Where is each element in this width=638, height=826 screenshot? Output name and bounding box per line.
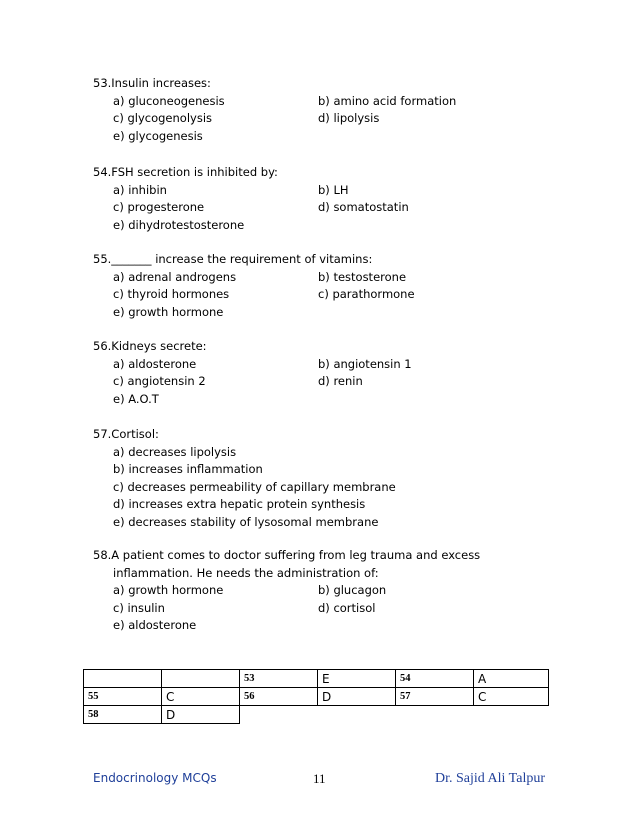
option: b) glucagon: [318, 583, 387, 597]
option: d) cortisol: [318, 600, 376, 615]
option-row: [113, 269, 415, 287]
question-57: [93, 426, 396, 531]
option: c) thyroid hormones: [113, 287, 230, 301]
question-number-cell: 56: [240, 688, 318, 706]
question-title: 55._______ increase the requirement of vitamins:: [93, 252, 373, 266]
question-number-cell: [84, 670, 162, 688]
question-58: [93, 547, 480, 635]
option: d) lipolysis: [318, 111, 380, 125]
empty-cell: [240, 706, 318, 724]
answer-cell: D: [318, 688, 396, 706]
option: c) decreases permeability of capillary membrane: [113, 479, 396, 494]
empty-cell: [396, 706, 474, 724]
question-number-cell: 55: [84, 688, 162, 706]
option-row: [113, 217, 409, 235]
option: e) growth hormone: [113, 304, 224, 319]
option: c) angiotensin 2: [113, 374, 206, 388]
option-row: [113, 199, 409, 217]
option-row: [113, 391, 412, 409]
option: e) dihydrotestosterone: [113, 217, 245, 232]
table-row: [84, 706, 549, 724]
empty-cell: [474, 706, 549, 724]
answer-cell: D: [162, 706, 240, 724]
option-row: [113, 356, 412, 374]
option-row: [113, 286, 415, 304]
footer-author: Dr. Sajid Ali Talpur: [435, 771, 545, 786]
option: a) decreases lipolysis: [113, 444, 237, 459]
question-options: [93, 269, 415, 322]
option: e) aldosterone: [113, 618, 197, 632]
question-title: 57.Cortisol:: [93, 427, 159, 441]
page-footer: [93, 771, 545, 791]
option: e) glycogenesis: [113, 128, 203, 143]
option: d) renin: [318, 374, 363, 388]
option: b) LH: [318, 182, 349, 197]
question-title: 53.Insulin increases:: [93, 76, 211, 90]
footer-book-title: Endocrinology MCQs: [93, 771, 217, 785]
answer-cell: A: [474, 670, 549, 688]
question-options: [93, 356, 412, 409]
option: b) amino acid formation: [318, 93, 457, 108]
table-row: [84, 688, 549, 706]
option-row: [113, 582, 480, 600]
question-title: 56.Kidneys secrete:: [93, 339, 207, 353]
table-row: [84, 670, 549, 688]
option: c) glycogenolysis: [113, 111, 213, 125]
option: e) decreases stability of lysosomal membrane: [113, 514, 379, 529]
option-row: [113, 182, 409, 200]
question-title: 54.FSH secretion is inhibited by:: [93, 165, 278, 179]
question-number-cell: 57: [396, 688, 474, 706]
option: b) angiotensin 1: [318, 356, 412, 371]
option: d) somatostatin: [318, 200, 409, 214]
question-options: [93, 444, 396, 532]
option-row: [113, 600, 480, 618]
option: e) A.O.T: [113, 391, 159, 406]
option: b) testosterone: [318, 269, 407, 284]
question-54: [93, 164, 409, 234]
answer-cell: C: [474, 688, 549, 706]
question-title: 58.A patient comes to doctor suffering from leg trauma and excess: [93, 548, 481, 562]
question-title-continuation: inflammation. He needs the administration of:: [113, 565, 379, 580]
option-row: [113, 110, 456, 128]
question-options: [93, 93, 456, 146]
option: c) parathormone: [318, 287, 415, 301]
option: a) inhibin: [113, 182, 167, 197]
question-53: [93, 75, 456, 145]
answer-cell: C: [162, 688, 240, 706]
option: d) increases extra hepatic protein synthesis: [113, 497, 366, 511]
question-options: [93, 565, 480, 635]
option-row: [113, 93, 456, 111]
question-55: [93, 251, 415, 321]
option: a) aldosterone: [113, 356, 197, 371]
question-number-cell: 58: [84, 706, 162, 724]
option: a) adrenal androgens: [113, 269, 237, 284]
answer-cell: E: [318, 670, 396, 688]
question-number-cell: 53: [240, 670, 318, 688]
option: c) progesterone: [113, 200, 205, 214]
option: b) increases inflammation: [113, 462, 263, 476]
answer-key-table: [83, 669, 549, 724]
question-number-cell: 54: [396, 670, 474, 688]
option-row: [113, 617, 480, 635]
empty-cell: [318, 706, 396, 724]
option: a) gluconeogenesis: [113, 93, 225, 108]
option: a) growth hormone: [113, 583, 224, 597]
question-options: [93, 182, 409, 235]
answer-cell: [162, 670, 240, 688]
option-row: [113, 304, 415, 322]
footer-page-number: 11: [313, 771, 326, 786]
option-row: [113, 128, 456, 146]
question-56: [93, 338, 412, 408]
option: c) insulin: [113, 600, 165, 615]
option-row: [113, 373, 412, 391]
